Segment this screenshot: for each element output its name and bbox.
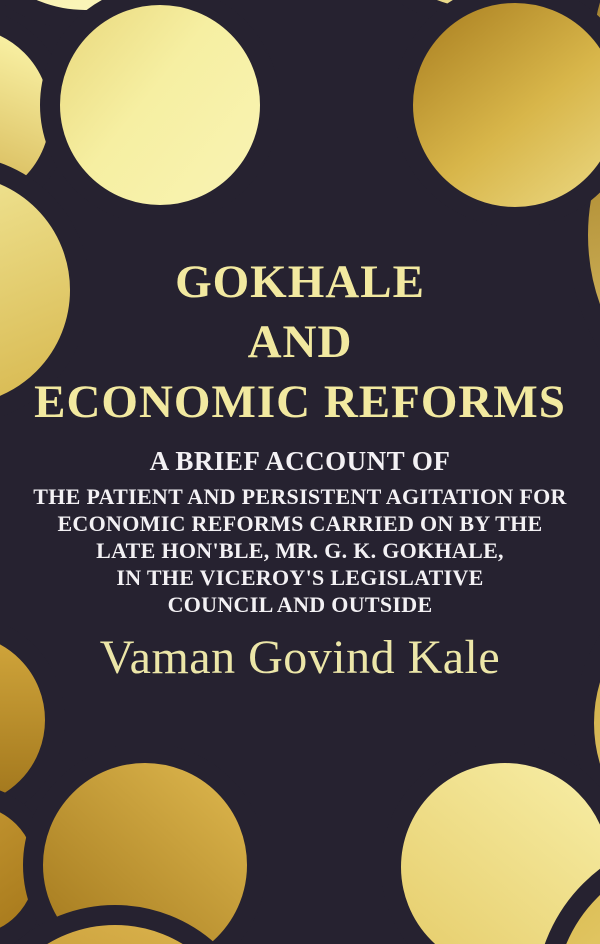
title-line-1: GOKHALE [175, 256, 425, 308]
book-subtitle [0, 446, 600, 618]
title-line-3: ECONOMIC REFORMS [34, 376, 566, 428]
subtitle-line-1: THE PATIENT AND PERSISTENT AGITATION FOR [33, 484, 567, 509]
book-title [0, 252, 600, 432]
subtitle-heading: A BRIEF ACCOUNT OF [149, 446, 451, 476]
subtitle-line-5: COUNCIL AND OUTSIDE [167, 592, 433, 617]
subtitle-line-2: ECONOMIC REFORMS CARRIED ON BY THE [57, 511, 543, 536]
author-name: Vaman Govind Kale [99, 631, 501, 684]
subtitle-line-4: IN THE VICEROY'S LEGISLATIVE [116, 565, 484, 590]
title-line-2: AND [247, 316, 353, 368]
subtitle-line-3: LATE HON'BLE, MR. G. K. GOKHALE, [96, 538, 504, 563]
